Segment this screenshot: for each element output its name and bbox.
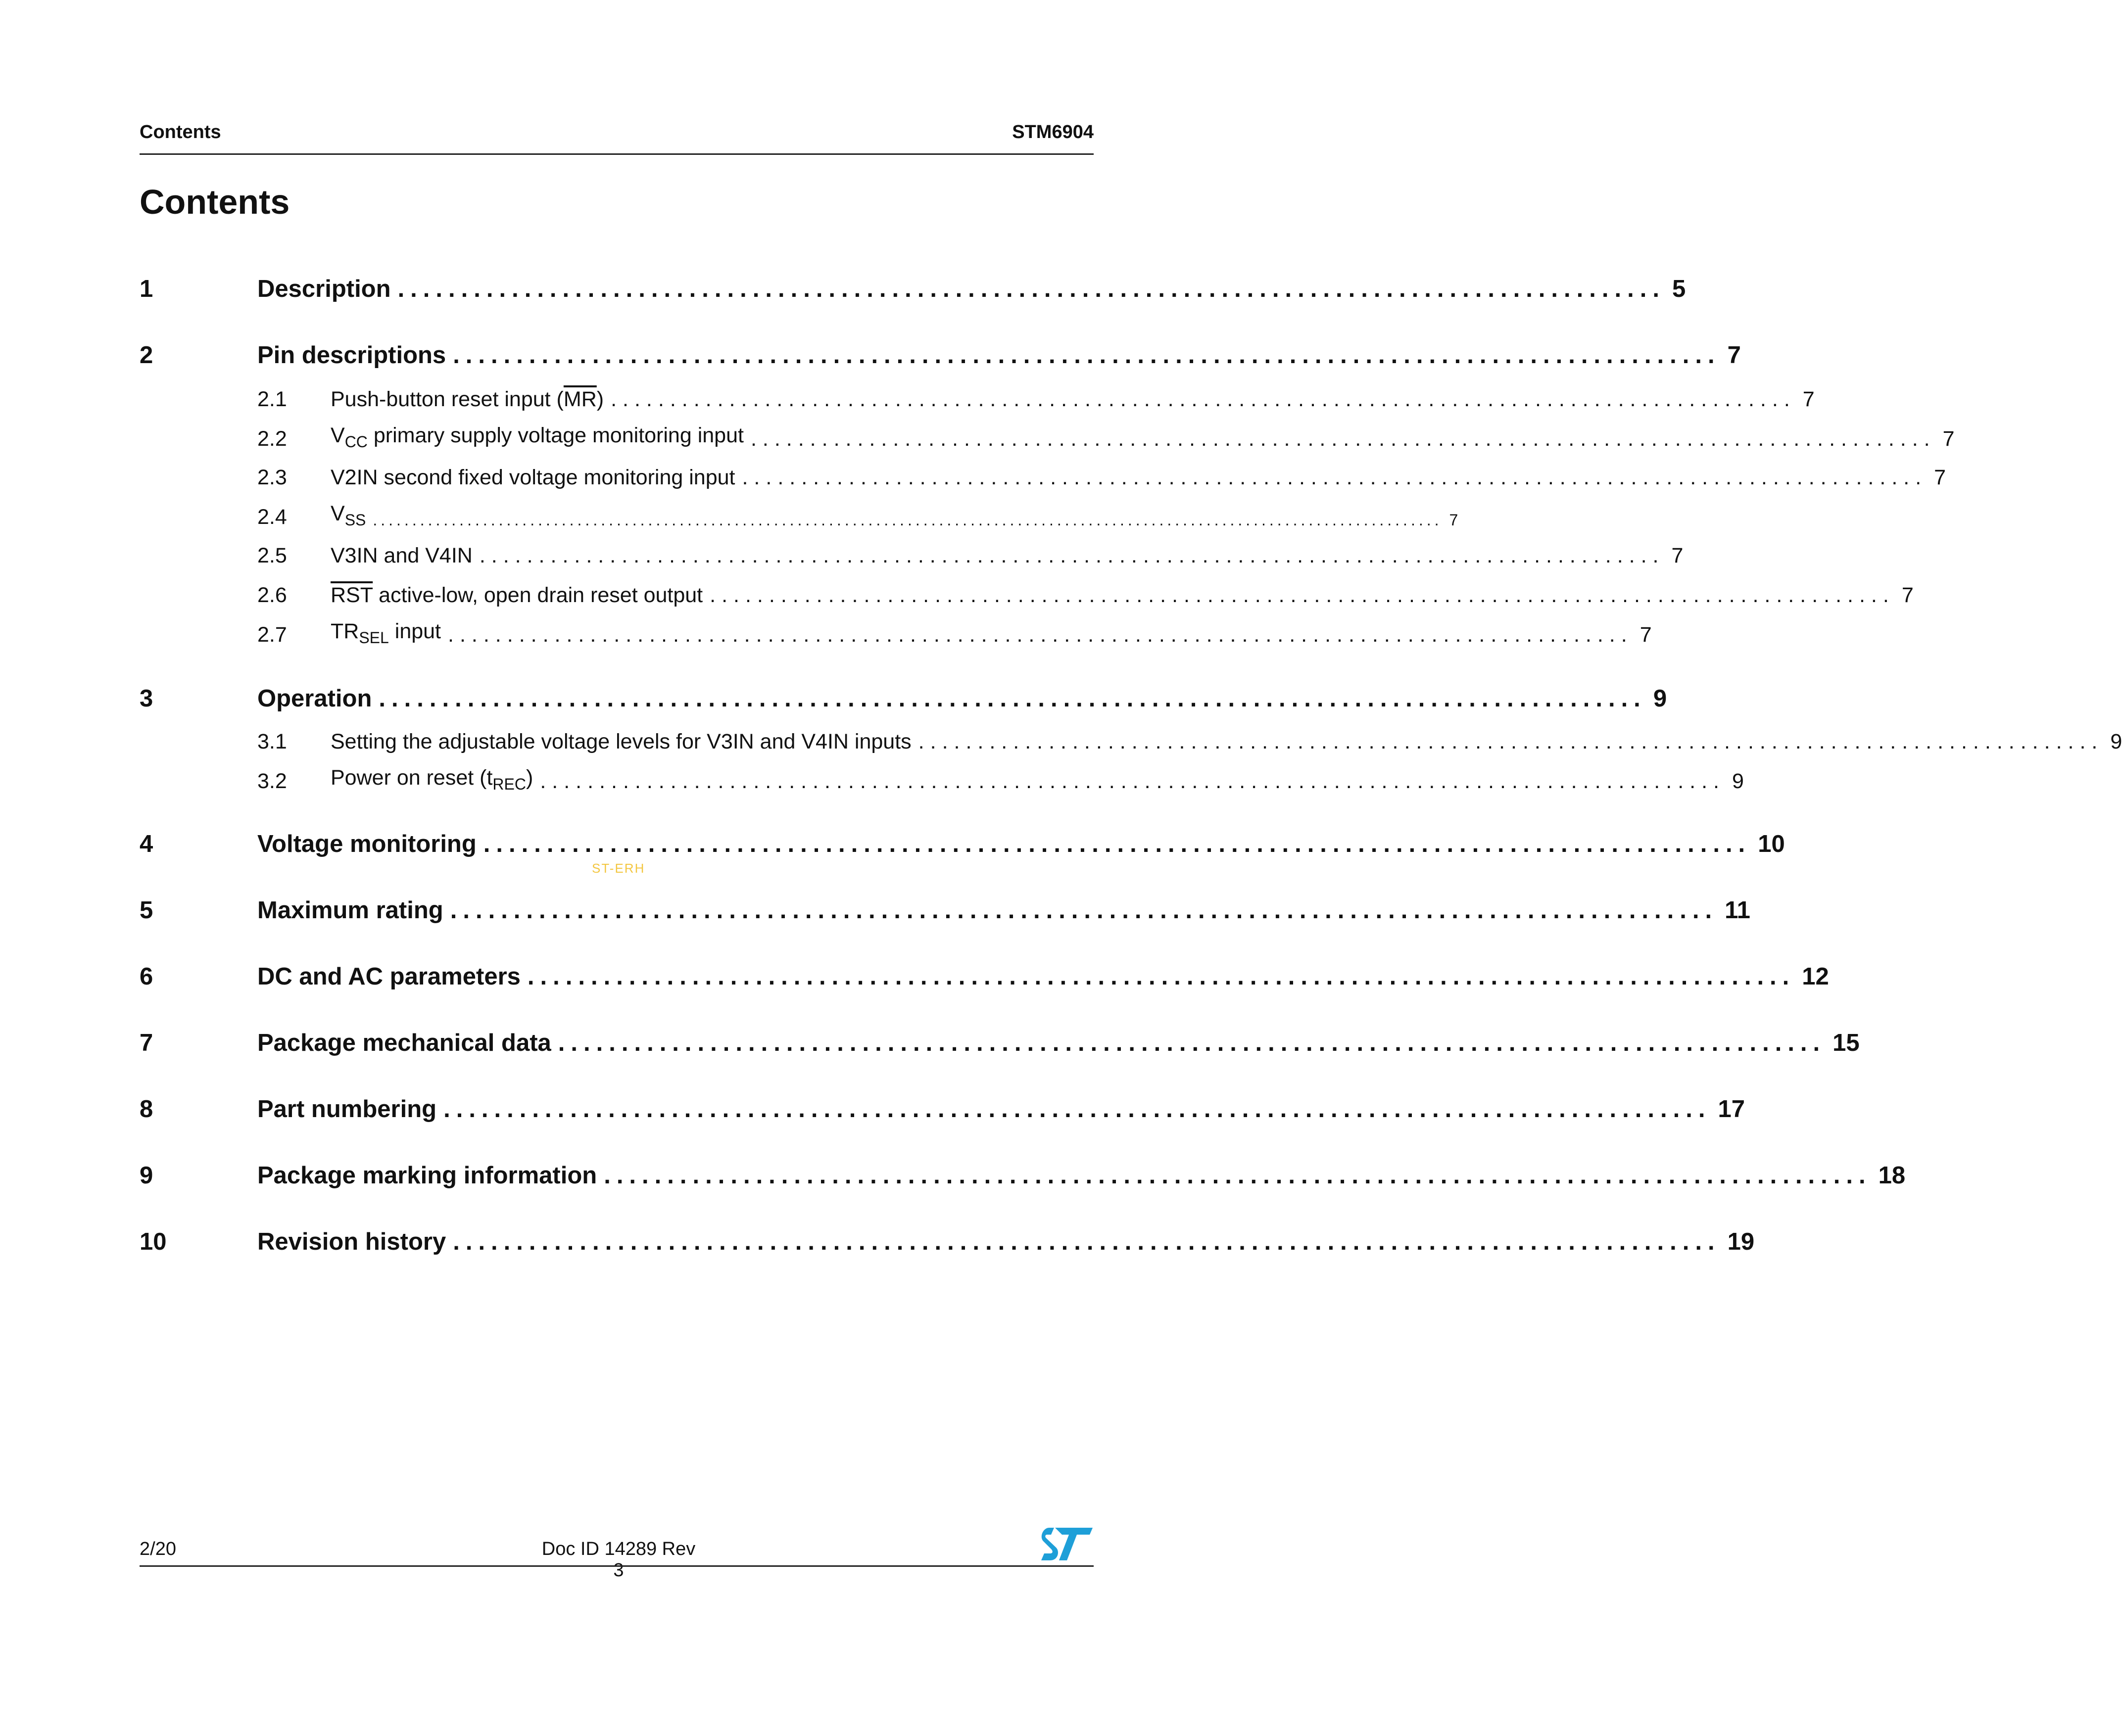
toc-entry-number: 2.2 (257, 427, 287, 451)
toc-entry-10[interactable] (140, 1226, 1755, 1261)
footer-rule (140, 1565, 1094, 1567)
toc-entry-2-2[interactable] (140, 422, 1955, 456)
toc-entry-page: 15 (1833, 1030, 1860, 1056)
toc-entry-page: 18 (1878, 1162, 1906, 1189)
page-title: Contents (140, 183, 290, 221)
toc-entry-number: 4 (140, 831, 153, 857)
footer-page-number: 2/20 (140, 1539, 176, 1559)
toc-entry-number: 2.5 (257, 544, 287, 567)
toc-entry-number: 5 (140, 897, 153, 924)
toc-entry-label: $\overline{RST}$ active-low, open drain reset output (331, 583, 703, 607)
toc-entry-number: 2.7 (257, 623, 287, 647)
dot-leader: .................................................................................................... (453, 1228, 1721, 1255)
toc-entry-2-7[interactable] (140, 617, 1652, 652)
dot-leader: .................................................................................................... (448, 623, 1633, 647)
header-section-title: Contents (140, 122, 221, 142)
toc-entry-3-2[interactable] (140, 764, 1744, 798)
toc-entry-label: Push-button reset input $(\overline{MR})$ (331, 387, 604, 411)
toc-entry-page: 5 (1672, 276, 1686, 302)
toc-entry-number: 2.3 (257, 466, 287, 489)
toc-entry-page: 9 (1732, 769, 1744, 793)
dot-leader: .................................................................................................... (379, 685, 1646, 712)
toc-entry-2-1[interactable] (140, 382, 1815, 417)
toc-entry-5[interactable] (140, 894, 1750, 929)
toc-entry-label: Package mechanical data (257, 1030, 551, 1056)
toc-entry-number: 2 (140, 342, 153, 369)
toc-entry-label: Package marking information (257, 1162, 597, 1189)
toc-entry-3[interactable] (140, 683, 1667, 717)
watermark-stamp: ST-ERH (592, 861, 645, 876)
dot-leader: .................................................................................................... (397, 276, 1665, 302)
toc-entry-number: 8 (140, 1096, 153, 1123)
toc-entry-number: 3 (140, 685, 153, 712)
st-logo-icon (1041, 1528, 1093, 1560)
footer-doc-id: Doc ID 14289 Rev 3 (541, 1539, 696, 1581)
toc-entry-number: 1 (140, 276, 153, 302)
dot-leader: .................................................................................................... (604, 1162, 1872, 1189)
toc-entry-page: 7 (1727, 342, 1741, 369)
dot-leader: .................................................................................................... (558, 1030, 1826, 1056)
toc-entry-number: 7 (140, 1030, 153, 1056)
toc-entry-9[interactable] (140, 1160, 1906, 1194)
toc-entry-page: 12 (1802, 963, 1829, 990)
toc-entry-number: 2.1 (257, 387, 287, 411)
toc-entry-page: 9 (2110, 730, 2122, 753)
toc-entry-page: 10 (1758, 831, 1785, 857)
toc-entry-label: Revision history (257, 1228, 446, 1255)
toc-entry-8[interactable] (140, 1093, 1745, 1128)
toc-entry-label: Power on reset $(t_{REC})$ (331, 766, 533, 793)
toc-entry-1[interactable] (140, 273, 1686, 308)
toc-entry-number: 3.1 (257, 730, 287, 753)
toc-entry-2-3[interactable] (140, 460, 1946, 495)
toc-entry-7[interactable] (140, 1027, 1860, 1062)
toc-entry-label: Description (257, 276, 391, 302)
toc-entry-2-5[interactable] (140, 538, 1684, 573)
toc-entry-page: 7 (1802, 387, 1815, 411)
toc-entry-label: Voltage monitoring (257, 831, 477, 857)
toc-entry-page: 19 (1727, 1228, 1755, 1255)
toc-entry-2-4[interactable] (140, 500, 1458, 534)
toc-entry-label: Operation (257, 685, 372, 712)
dot-leader: .................................................................................................... (450, 897, 1718, 924)
toc-entry-label: DC and AC parameters (257, 963, 521, 990)
toc-entry-page: 9 (1653, 685, 1667, 712)
toc-entry-page: 7 (1640, 623, 1652, 647)
toc-entry-label: Part numbering (257, 1096, 437, 1123)
toc-entry-page: 7 (1934, 466, 1946, 489)
toc-entry-label: V3IN and V4IN (331, 544, 473, 567)
toc-entry-number: 3.2 (257, 769, 287, 793)
overline-signal-name: $\overline{RST}$ (331, 583, 373, 607)
toc-entry-number: 2.6 (257, 583, 287, 607)
dot-leader: .................................................................................................... (483, 831, 1751, 857)
toc-entry-page: 7 (1901, 583, 1914, 607)
toc-entry-page: 7 (1671, 544, 1684, 567)
dot-leader: .................................................................................................... (527, 963, 1795, 990)
toc-entry-6[interactable] (140, 961, 1829, 995)
toc-entry-3-1[interactable] (140, 724, 2122, 759)
toc-entry-4[interactable] (140, 828, 1785, 863)
toc-entry-label: V2IN second fixed voltage monitoring input (331, 466, 735, 489)
dot-leader: .................................................................................................... (540, 769, 1725, 793)
toc-entry-label: $V_{CC}$ primary supply voltage monitoring input (331, 423, 744, 451)
dot-leader: .................................................................................................... (750, 427, 1936, 451)
dot-leader: .................................................................................................... (742, 466, 1928, 489)
overline-signal-name: $\overline{MR}$ (563, 387, 597, 411)
toc-entry-label: $TR_{SEL}$ input (331, 619, 441, 647)
toc-entry-label: $V_{SS}$ (331, 502, 366, 529)
toc-entry-label: Maximum rating (257, 897, 443, 924)
dot-leader: .................................................................................................... (710, 583, 1895, 607)
dot-leader: .................................................................................................... (918, 730, 2104, 753)
toc-entry-2[interactable] (140, 339, 1741, 374)
header-rule (140, 153, 1094, 155)
dot-leader: .................................................................................................... (479, 544, 1665, 567)
toc-entry-number: 6 (140, 963, 153, 990)
toc-entry-number: 9 (140, 1162, 153, 1189)
toc-entry-2-6[interactable] (140, 578, 1914, 612)
toc-entry-label: Pin descriptions (257, 342, 446, 369)
toc-entry-number: 2.4 (257, 505, 287, 529)
toc-entry-page: 7 (1942, 427, 1955, 451)
toc-entry-label: Setting the adjustable voltage levels for V3IN and V4IN inputs (331, 730, 912, 753)
toc-entry-number: 10 (140, 1228, 167, 1255)
toc-entry-page: 7 (1449, 511, 1458, 529)
dot-leader: ........................................................................................................................................ (373, 511, 1443, 529)
dot-leader: .................................................................................................... (453, 342, 1721, 369)
toc-entry-page: 11 (1725, 897, 1750, 924)
dot-leader: .................................................................................................... (611, 387, 1796, 411)
dot-leader: .................................................................................................... (443, 1096, 1711, 1123)
toc-entry-page: 17 (1718, 1096, 1745, 1123)
header-product-name: STM6904 (1012, 122, 1094, 142)
